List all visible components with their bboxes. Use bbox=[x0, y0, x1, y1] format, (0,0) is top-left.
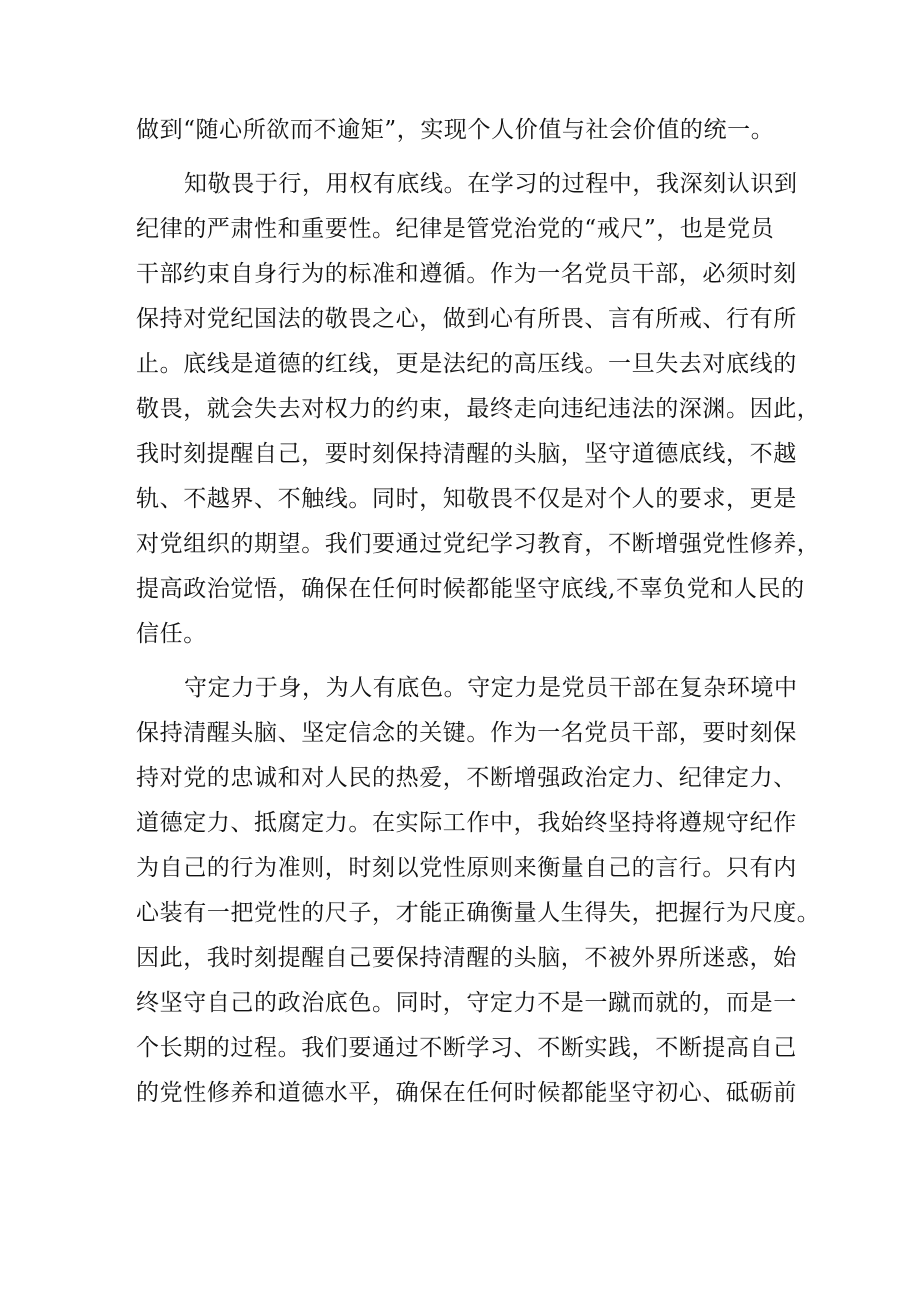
text-line: 干部约束自身行为的标准和遵循。作为一名党员干部，必须时刻 bbox=[136, 261, 797, 287]
text-line: 的党性修养和道德水平，确保在任何时候都能坚守初心、砥砺前 bbox=[136, 1080, 797, 1106]
text-line: 守定力于身，为人有底色。守定力是党员干部在复杂环境中 bbox=[184, 675, 798, 701]
text-line: 持对党的忠诚和对人民的热爱，不断增强政治定力、纪律定力、 bbox=[136, 765, 797, 791]
text-line: 对党组织的期望。我们要通过党纪学习教育，不断增强党性修养， bbox=[136, 531, 821, 557]
text-line: 因此，我时刻提醒自己要保持清醒的头脑，不被外界所迷惑，始 bbox=[136, 945, 797, 971]
text-line: 止。底线是道德的红线，更是法纪的高压线。一旦失去对底线的 bbox=[136, 351, 797, 377]
text-line: 保持清醒头脑、坚定信念的关键。作为一名党员干部，要时刻保 bbox=[136, 720, 797, 746]
text-line: 心装有一把党性的尺子，才能正确衡量人生得失，把握行为尺度。 bbox=[136, 900, 821, 926]
text-line: 个长期的过程。我们要通过不断学习、不断实践，不断提高自己 bbox=[136, 1035, 797, 1061]
paragraph-1 bbox=[136, 108, 802, 153]
text-line: 终坚守自己的政治底色。同时，守定力不是一蹴而就的，而是一 bbox=[136, 990, 797, 1016]
text-line: 纪律的严肃性和重要性。纪律是管党治党的“戒尺”，也是党员 bbox=[136, 216, 775, 242]
paragraph-2 bbox=[136, 162, 821, 657]
paragraph-gap bbox=[136, 657, 802, 666]
text-line: 信任。 bbox=[136, 621, 207, 647]
text-line: 知敬畏于行，用权有底线。在学习的过程中，我深刻认识到 bbox=[184, 171, 798, 197]
text-line: 为自己的行为准则，时刻以党性原则来衡量自己的言行。只有内 bbox=[136, 855, 797, 881]
text-line: 保持对党纪国法的敬畏之心，做到心有所畏、言有所戒、行有所 bbox=[136, 306, 797, 332]
text-line: 敬畏，就会失去对权力的约束，最终走向违纪违法的深渊。因此， bbox=[136, 396, 821, 422]
text-line: 道德定力、抵腐定力。在实际工作中，我始终坚持将遵规守纪作 bbox=[136, 810, 797, 836]
text-line: 提高政治觉悟，确保在任何时候都能坚守底线,不辜负党和人民的 bbox=[136, 576, 805, 602]
paragraph-gap bbox=[136, 153, 802, 162]
text-line: 轨、不越界、不触线。同时，知敬畏不仅是对个人的要求，更是 bbox=[136, 486, 797, 512]
paragraph-3 bbox=[136, 666, 821, 1116]
text-line: 做到“随心所欲而不逾矩”，实现个人价值与社会价值的统一。 bbox=[136, 117, 775, 143]
text-line: 我时刻提醒自己，要时刻保持清醒的头脑，坚守道德底线，不越 bbox=[136, 441, 797, 467]
document-body bbox=[136, 108, 821, 1116]
